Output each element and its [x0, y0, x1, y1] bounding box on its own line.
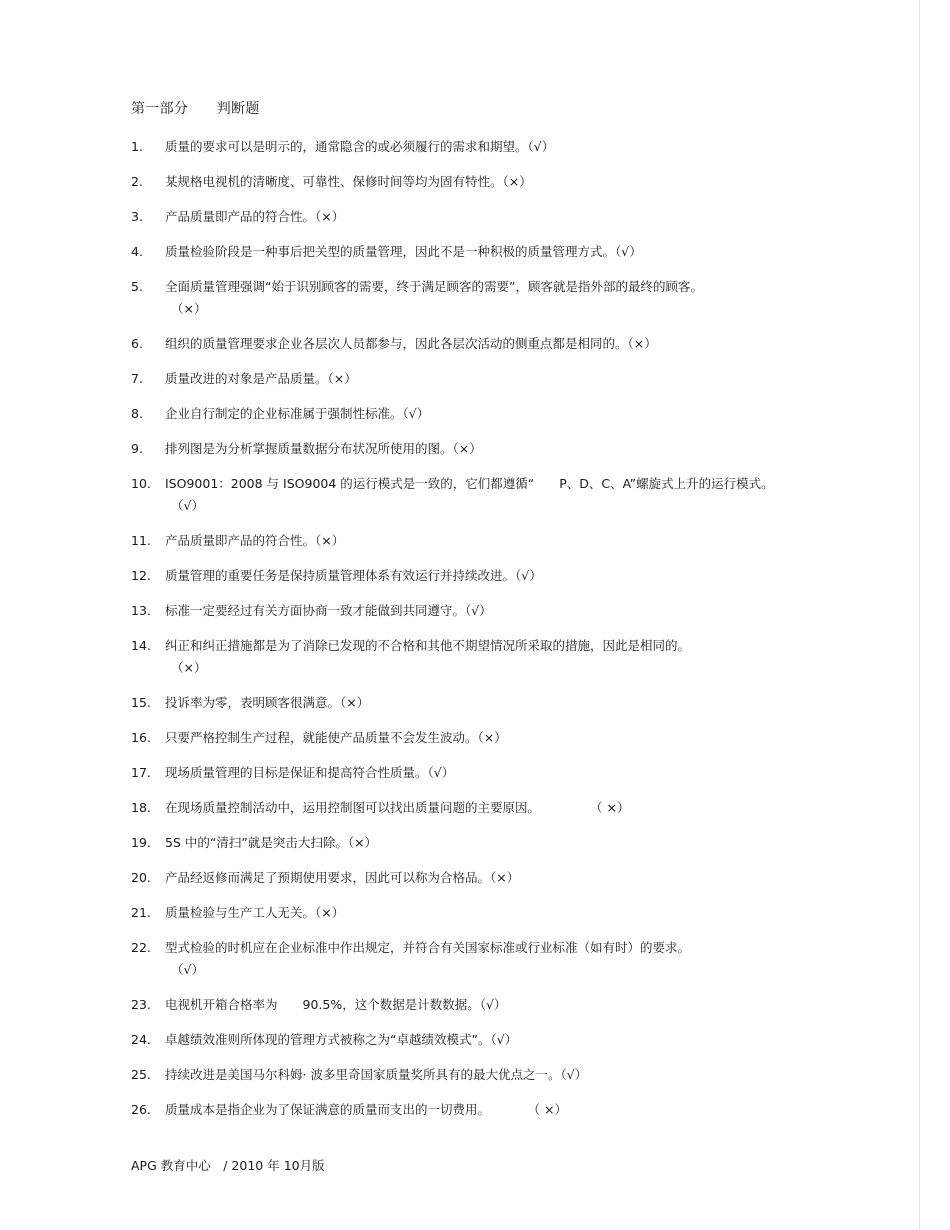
- question-text: 质量检验与生产工人无关。: [165, 905, 316, 920]
- answer-mark: （√）: [402, 406, 430, 421]
- question-body: [165, 902, 891, 924]
- question-number: 10.: [131, 476, 151, 491]
- question-text: 质量管理的重要任务是保持质量管理体系有效运行并持续改进。: [165, 568, 516, 583]
- question-body: [165, 530, 891, 552]
- page-footer: APG 教育中心 / 2010 年 10月版: [131, 1158, 325, 1173]
- question-number: 16.: [131, 730, 151, 745]
- question-text: 在现场质量控制活动中，运用控制图可以找出质量问题的主要原因。: [165, 800, 534, 815]
- answer-mark: （×）: [327, 371, 357, 386]
- answer-mark: （×）: [315, 533, 345, 548]
- question-body: [165, 565, 891, 587]
- question-text: 5S 中的“清扫”就是突击大扫除。: [165, 835, 348, 850]
- question-text: 组织的质量管理要求企业各层次人员都参与，因此各层次活动的侧重点都是相同的。: [165, 336, 628, 351]
- question-item: [131, 1064, 891, 1086]
- question-number: 13.: [131, 603, 151, 618]
- question-text: 质量的要求可以是明示的，通常隐含的或必须履行的需求和期望。: [165, 139, 528, 154]
- question-item: [131, 762, 891, 784]
- question-text: ISO9001：2008 与 ISO9004 的运行模式是一致的，它们都遵循“ P、D、C、A”螺旋式上升的运行模式。: [165, 476, 774, 491]
- answer-mark: （√）: [490, 1032, 518, 1047]
- question-item: [131, 635, 891, 679]
- question-body: [165, 1029, 891, 1051]
- answer-mark: （×）: [171, 301, 207, 316]
- answer-mark: （√）: [427, 765, 455, 780]
- answer-mark: （√）: [527, 139, 555, 154]
- question-item: [131, 438, 891, 460]
- question-number: 11.: [131, 533, 151, 548]
- question-number: 9.: [131, 441, 143, 456]
- question-body: [165, 171, 891, 193]
- question-text: 只要严格控制生产过程，就能使产品质量不会发生波动。: [165, 730, 478, 745]
- question-body: [165, 473, 891, 517]
- question-body: [165, 937, 891, 981]
- question-text: 产品质量即产品的符合性。: [165, 533, 316, 548]
- question-text: 现场质量管理的目标是保证和提高符合性质量。: [165, 765, 428, 780]
- question-text: 投诉率为零，表明顾客很满意。: [165, 695, 341, 710]
- question-body: [165, 832, 891, 854]
- question-body: [165, 692, 891, 714]
- question-item: [131, 994, 891, 1016]
- question-number: 7.: [131, 371, 143, 386]
- question-text: 产品经返修而满足了预期使用要求，因此可以称为合格品。: [165, 870, 491, 885]
- question-number: 24.: [131, 1032, 151, 1047]
- question-text: 产品质量即产品的符合性。: [165, 209, 316, 224]
- answer-mark: （×）: [347, 835, 378, 850]
- question-number: 2.: [131, 174, 143, 189]
- question-body: [165, 994, 891, 1016]
- question-number: 17.: [131, 765, 151, 780]
- question-body: [165, 276, 891, 320]
- answer-mark: （√）: [465, 603, 492, 618]
- question-item: [131, 171, 891, 193]
- question-item: [131, 530, 891, 552]
- answer-mark: （×）: [452, 441, 482, 456]
- question-item: [131, 1099, 891, 1121]
- question-body: [165, 438, 891, 460]
- answer-mark: （×）: [490, 870, 520, 885]
- question-number: 15.: [131, 695, 151, 710]
- question-item: [131, 727, 891, 749]
- question-number: 1.: [131, 139, 143, 154]
- question-body: [165, 368, 891, 390]
- answer-mark: （√）: [479, 997, 507, 1012]
- section-title: 第一部分 判断题: [131, 101, 260, 117]
- question-text: 纠正和纠正措施都是为了消除已发现的不合格和其他不期望情况所采取的措施，因此是相同的。: [165, 638, 691, 653]
- question-body: [165, 333, 891, 355]
- question-text: 全面质量管理强调“始于识别顾客的需要，终于满足顾客的需要”，顾客就是指外部的最终的顾客。: [165, 279, 703, 294]
- answer-mark: （ ×）: [483, 1102, 567, 1117]
- question-item: [131, 241, 891, 263]
- question-item: [131, 902, 891, 924]
- question-body: [165, 797, 891, 819]
- question-text: 质量成本是指企业为了保证满意的质量而支出的一切费用。: [165, 1102, 484, 1117]
- question-number: 25.: [131, 1067, 151, 1082]
- question-item: [131, 565, 891, 587]
- question-number: 22.: [131, 940, 151, 955]
- question-item: [131, 368, 891, 390]
- answer-mark: （√）: [515, 568, 542, 583]
- answer-mark: （×）: [627, 336, 657, 351]
- question-text: 排列图是为分析掌握质量数据分布状况所使用的图。: [165, 441, 453, 456]
- question-number: 26.: [131, 1102, 151, 1117]
- question-list: [131, 136, 891, 1134]
- question-item: [131, 797, 891, 819]
- answer-mark: （√）: [560, 1067, 588, 1082]
- question-item: [131, 276, 891, 320]
- answer-mark: （×）: [315, 905, 345, 920]
- question-number: 19.: [131, 835, 151, 850]
- question-number: 18.: [131, 800, 151, 815]
- answer-mark: （√）: [615, 244, 642, 259]
- question-number: 23.: [131, 997, 151, 1012]
- question-body: [165, 1064, 891, 1086]
- question-text: 质量改进的对象是产品质量。: [165, 371, 328, 386]
- question-text: 卓越绩效准则所体现的管理方式被称之为“卓越绩效模式”。: [165, 1032, 491, 1047]
- question-body: [165, 600, 891, 622]
- question-body: [165, 206, 891, 228]
- question-item: [131, 136, 891, 158]
- question-item: [131, 403, 891, 425]
- answer-mark: （×）: [477, 730, 507, 745]
- question-number: 20.: [131, 870, 151, 885]
- question-item: [131, 692, 891, 714]
- question-item: [131, 1029, 891, 1051]
- question-text: 某规格电视机的清晰度、可靠性、保修时间等均为固有特性。: [165, 174, 503, 189]
- question-item: [131, 206, 891, 228]
- question-item: [131, 937, 891, 981]
- question-body: [165, 635, 891, 679]
- question-item: [131, 473, 891, 517]
- question-body: [165, 1099, 891, 1121]
- question-body: [165, 727, 891, 749]
- question-text: 持续改进是美国马尔科姆· 波多里奇国家质量奖所具有的最大优点之一。: [165, 1067, 561, 1082]
- question-number: 14.: [131, 638, 151, 653]
- question-number: 12.: [131, 568, 151, 583]
- question-number: 6.: [131, 336, 143, 351]
- question-text: 型式检验的时机应在企业标准中作出规定，并符合有关国家标准或行业标准（如有时）的要求。: [165, 940, 691, 955]
- answer-mark: （×）: [315, 209, 345, 224]
- answer-mark: （√）: [171, 498, 204, 513]
- answer-mark: （ ×）: [533, 800, 630, 815]
- question-item: [131, 333, 891, 355]
- question-item: [131, 867, 891, 889]
- question-number: 4.: [131, 244, 143, 259]
- question-body: [165, 136, 891, 158]
- question-body: [165, 867, 891, 889]
- question-number: 8.: [131, 406, 143, 421]
- question-body: [165, 762, 891, 784]
- question-body: [165, 241, 891, 263]
- question-item: [131, 600, 891, 622]
- question-text: 电视机开箱合格率为 90.5%，这个数据是计数数据。: [165, 997, 480, 1012]
- question-number: 5.: [131, 279, 143, 294]
- answer-mark: （×）: [340, 695, 370, 710]
- answer-mark: （×）: [171, 660, 207, 675]
- question-number: 3.: [131, 209, 143, 224]
- answer-mark: （√）: [171, 962, 204, 977]
- question-item: [131, 832, 891, 854]
- page-edge-divider: [919, 0, 920, 1230]
- question-body: [165, 403, 891, 425]
- question-text: 企业自行制定的企业标准属于强制性标准。: [165, 406, 403, 421]
- question-text: 质量检验阶段是一种事后把关型的质量管理，因此不是一种积极的质量管理方式。: [165, 244, 616, 259]
- question-text: 标准一定要经过有关方面协商一致才能做到共同遵守。: [165, 603, 466, 618]
- answer-mark: （×）: [502, 174, 532, 189]
- question-number: 21.: [131, 905, 151, 920]
